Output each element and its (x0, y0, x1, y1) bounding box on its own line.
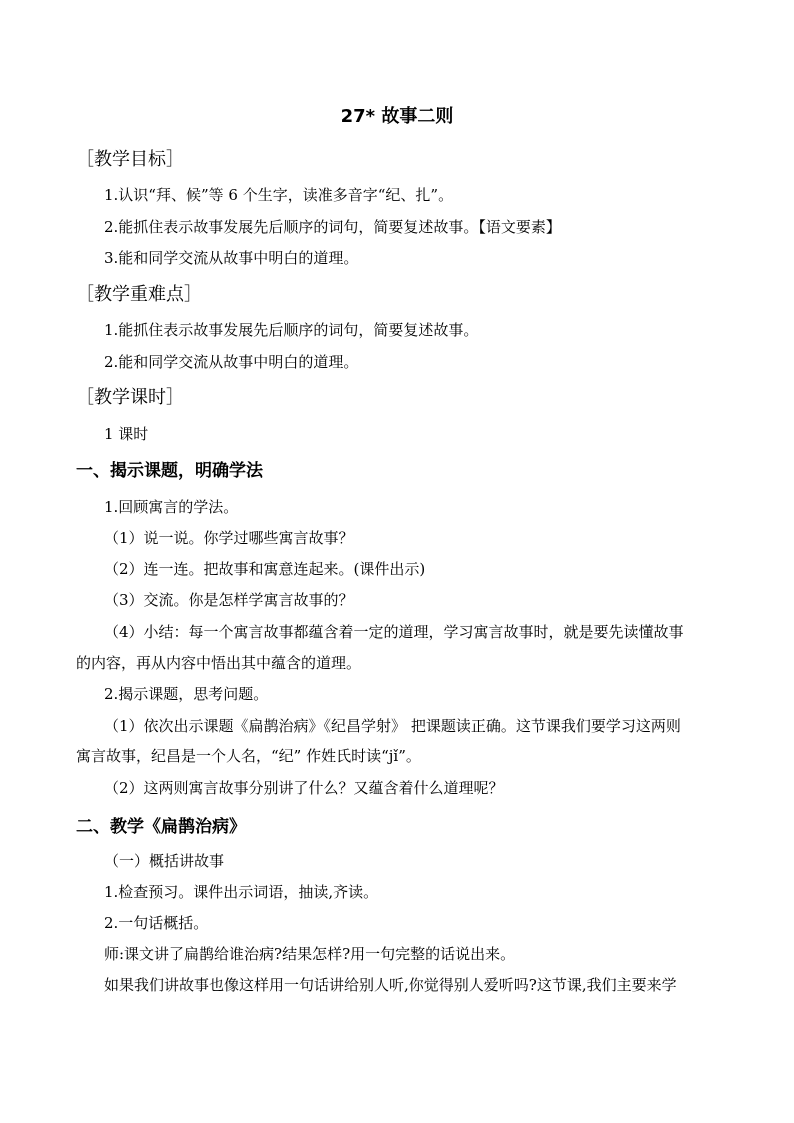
section1-line: 2.揭示课题，思考问题。 (104, 685, 269, 703)
section1-line: （1）说一说。你学过哪些寓言故事？ (104, 529, 354, 547)
section1-heading: 一、揭示课题，明确学法 (76, 461, 263, 481)
section1-line: 的内容，再从内容中悟出其中蕴含的道理。 (76, 654, 362, 672)
section1-line: 寓言故事，纪昌是一个人名，“纪” 作姓氏时读“jǐ”。 (76, 747, 421, 765)
section2-line: 如果我们讲故事也像这样用一句话讲给别人听,你觉得别人爱听吗?这节课,我们主要来学 (104, 976, 677, 994)
key-point-item-2: 2.能和同学交流从故事中明白的道理。 (104, 353, 359, 371)
section2-line: （一）概括讲故事 (104, 852, 225, 870)
section2-line: 2.一句话概括。 (104, 914, 209, 932)
section2-line: 师:课文讲了扁鹊给谁治病?结果怎样?用一句完整的话说出来。 (104, 945, 516, 963)
section1-line: （1）依次出示课题《扁鹊治病》《纪昌学射》 把课题读正确。这节课我们要学习这两则 (104, 717, 681, 735)
section2-heading: 二、教学《扁鹊治病》 (76, 817, 246, 837)
document-title: 27* 故事二则 (340, 106, 454, 127)
section1-line: （3）交流。你是怎样学寓言故事的？ (104, 591, 354, 609)
section1-line: 1.回顾寓言的学法。 (104, 498, 239, 516)
hours-value: 1 课时 (104, 425, 149, 443)
goal-item-3: 3.能和同学交流从故事中明白的道理。 (104, 249, 359, 267)
section2-line: 1.检查预习。课件出示词语，抽读,齐读。 (104, 883, 379, 901)
goals-heading: ［教学目标］ (76, 149, 184, 170)
section1-line: （2）连一连。把故事和寓意连起来。(课件出示) (104, 560, 426, 578)
key-points-heading: ［教学重难点］ (76, 284, 202, 305)
goal-item-1: 1.认识“拜、候”等 6 个生字，读准多音字“纪、扎”。 (104, 186, 454, 204)
section1-line: （4）小结：每一个寓言故事都蕴含着一定的道理，学习寓言故事时，就是要先读懂故事 (104, 623, 684, 641)
key-point-item-1: 1.能抓住表示故事发展先后顺序的词句，简要复述故事。 (104, 321, 479, 339)
section1-line: （2）这两则寓言故事分别讲了什么？又蕴含着什么道理呢？ (104, 779, 504, 797)
hours-heading: ［教学课时］ (76, 387, 184, 408)
goal-item-2: 2.能抓住表示故事发展先后顺序的词句，简要复述故事。【语文要素】 (104, 218, 561, 236)
